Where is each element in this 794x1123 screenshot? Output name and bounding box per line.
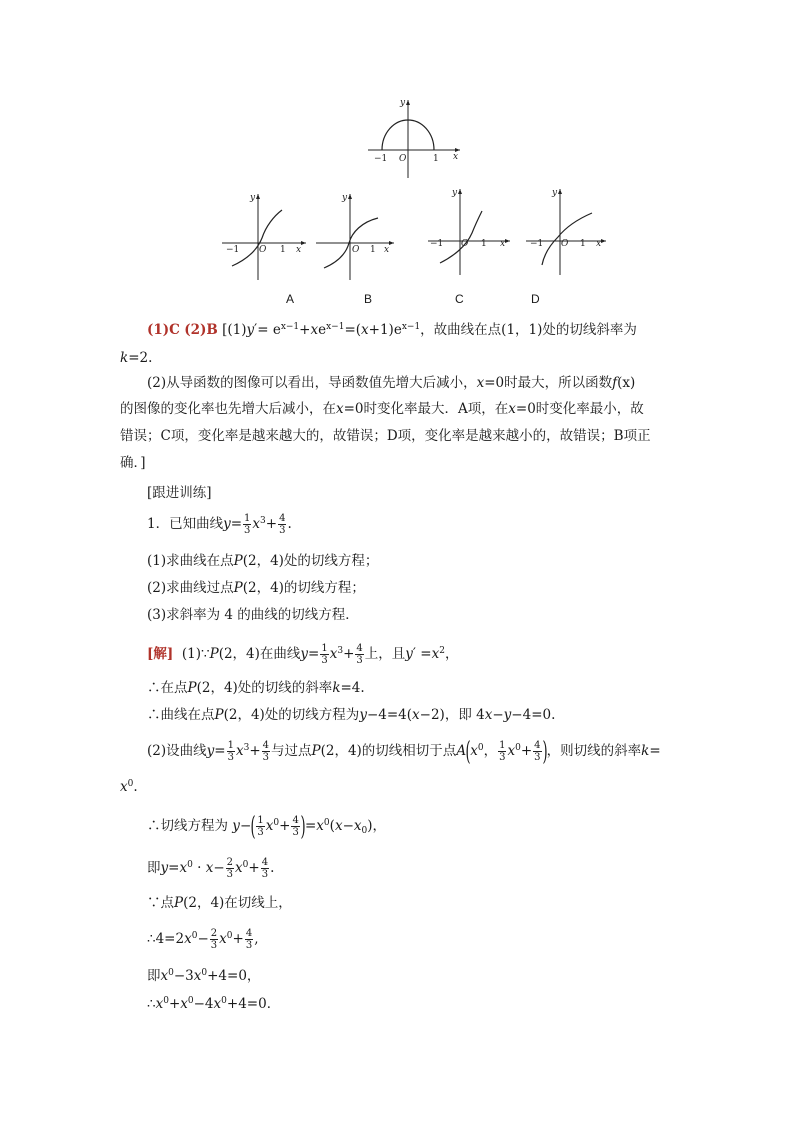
text: P (233, 553, 243, 569)
tick-neg1: −1 (226, 245, 240, 255)
text: y (503, 707, 512, 723)
text: (2，4)处的切线方程为 (223, 707, 360, 723)
denominator: 3 (279, 525, 286, 536)
x-axis-arrow (505, 239, 510, 243)
text: ∴曲线在点 (147, 707, 215, 723)
text: P (209, 646, 219, 662)
exponent: 0 (187, 860, 193, 870)
solution-line-4 (147, 736, 707, 767)
numerator: 1 (257, 815, 264, 826)
text: − (342, 818, 354, 834)
text: x (120, 779, 128, 795)
text: = (168, 860, 180, 876)
numerator: 1 (499, 740, 506, 751)
text: x (193, 968, 202, 984)
text: P (174, 895, 184, 911)
numerator: 4 (356, 643, 363, 654)
denominator: 3 (356, 655, 363, 666)
text: + (248, 860, 260, 876)
text: =4. (340, 680, 365, 696)
text: 的图像的变化率也先增大后减小，在 (120, 401, 336, 417)
text: (2，4)的切线相切于点 (320, 743, 457, 759)
text: x (235, 743, 244, 759)
text: P (214, 707, 224, 723)
text: x (213, 996, 222, 1012)
text: (2，4)在曲线 (218, 646, 301, 662)
left-paren: ( (250, 811, 256, 842)
text: x (310, 322, 319, 338)
explanation-line-3: 错误；C项，变化率是越来越大的，故错误；D项，变化率是越来越小的，故错误；B项正 (120, 428, 651, 444)
derivative-graph (360, 92, 470, 180)
curve (232, 210, 282, 266)
text: + (343, 646, 355, 662)
answer-2-label: (2)B (184, 322, 218, 338)
y-axis-arrow (348, 194, 352, 199)
exponent: x−1 (326, 322, 345, 332)
tick-1: 1 (433, 154, 439, 164)
text: +4=0， (207, 968, 261, 984)
explanation-line-2 (120, 399, 680, 419)
numerator: 2 (226, 857, 234, 868)
solution-line-7 (147, 857, 707, 880)
text: +1)e (368, 322, 402, 338)
text: . (270, 860, 275, 876)
text: x (329, 646, 338, 662)
exponent: 0 (323, 818, 330, 828)
text: − (197, 931, 209, 947)
question-1-part-2 (147, 578, 707, 598)
text: P (311, 743, 321, 759)
text: =2. (128, 350, 153, 366)
fraction (226, 857, 234, 880)
numerator: 4 (534, 740, 541, 751)
solution-line-9 (147, 928, 707, 951)
text: x (160, 968, 169, 984)
fraction (245, 928, 253, 951)
x-axis-arrow (601, 239, 606, 243)
denominator: 3 (227, 752, 234, 763)
numerator: 4 (261, 857, 269, 868)
text: (2，4)处的切线的斜率 (196, 680, 333, 696)
x-label: x (500, 239, 506, 249)
text: (x) (617, 375, 636, 391)
right-paren: ) (300, 811, 306, 842)
text: y (160, 860, 169, 876)
fraction (498, 740, 506, 763)
text: (2，4)在切线上， (183, 895, 292, 911)
text: + (232, 931, 244, 947)
text: ，则切线的斜率 (546, 743, 642, 759)
tick-neg1: −1 (530, 239, 544, 249)
text: y (223, 516, 231, 532)
text: ∵点 (147, 895, 174, 911)
denominator: 3 (210, 940, 218, 951)
y-axis-arrow (256, 194, 260, 199)
text: A (456, 743, 467, 759)
text: P (233, 580, 243, 596)
text: 即 (147, 968, 161, 984)
text: − (492, 707, 504, 723)
text: 即 (147, 860, 161, 876)
denominator: 3 (534, 752, 541, 763)
denominator: 3 (262, 752, 269, 763)
option-a-graph (218, 188, 313, 284)
text: x (361, 322, 369, 338)
text: x (508, 401, 516, 417)
text: . (287, 516, 292, 532)
text: 1．已知曲线 (147, 516, 224, 532)
exponent: 0 (515, 743, 521, 753)
exponent: 0 (127, 779, 134, 789)
text: y (232, 818, 240, 834)
text: ∴ (147, 996, 156, 1012)
denominator: 3 (499, 752, 506, 763)
text: · (197, 860, 202, 876)
y-label: y (452, 188, 458, 198)
solution-line-6 (147, 811, 707, 842)
text: + (279, 818, 291, 834)
denominator: 3 (321, 655, 328, 666)
text: ∴在点 (147, 680, 188, 696)
y-axis-arrow (558, 189, 562, 194)
origin-label: O (259, 245, 267, 255)
exponent: x−1 (280, 322, 300, 332)
numerator: 4 (279, 513, 286, 524)
denominator: 3 (226, 869, 234, 880)
text: −4=4( (366, 707, 413, 723)
text: x (470, 743, 478, 759)
tick-1: 1 (370, 245, 376, 255)
origin-label: O (352, 245, 360, 255)
text: − (213, 860, 225, 876)
x-label: x (384, 245, 390, 255)
text: = (649, 743, 661, 759)
solution-line-1 (147, 643, 707, 666)
text: x (336, 401, 344, 417)
exponent: 0 (191, 931, 198, 941)
question-1-part-1 (147, 551, 707, 571)
text: (1)求曲线在点 (147, 553, 234, 569)
numerator: 1 (244, 513, 251, 524)
explanation-line-1 (147, 373, 707, 393)
text: ，故曲线在点(1，1)处的切线斜率为 (420, 322, 637, 338)
practice-heading: [跟进训练] (147, 485, 212, 501)
x-label: x (596, 239, 602, 249)
text: ， (483, 743, 498, 759)
text: (2)设曲线 (147, 743, 207, 759)
tick-1: 1 (280, 245, 286, 255)
text: 与过点 (271, 743, 312, 759)
numerator: 2 (210, 928, 218, 939)
right-paren: ) (542, 736, 548, 767)
x-axis-arrow (389, 241, 394, 245)
text: x (507, 743, 516, 759)
text: x (476, 375, 485, 391)
fraction (256, 815, 264, 838)
text: = e (257, 322, 281, 338)
text: −4=0. (511, 707, 556, 723)
text: x (155, 996, 164, 1012)
text: x (205, 860, 214, 876)
text: y (206, 743, 215, 759)
fraction (262, 740, 270, 763)
fraction (210, 928, 218, 951)
text: x (353, 818, 362, 834)
text: (2，4)的切线方程； (242, 580, 365, 596)
text: =( (344, 322, 362, 338)
solution-line-8 (147, 893, 707, 913)
numerator: 1 (321, 643, 328, 654)
solution-line-3 (147, 705, 707, 725)
option-c-label: C (455, 292, 464, 306)
text: y (246, 322, 255, 338)
tick-neg1: −1 (430, 239, 444, 249)
option-b-label: B (364, 292, 373, 306)
answer-line-1 (147, 320, 707, 340)
origin-label: O (461, 239, 469, 249)
text: = (230, 516, 243, 532)
exponent: 3 (260, 516, 266, 526)
origin-label: O (399, 154, 407, 164)
y-label: y (342, 193, 348, 203)
fraction (291, 815, 299, 838)
exponent: 0 (273, 818, 280, 828)
text: y (405, 646, 413, 662)
y-label: y (552, 188, 558, 198)
solution-tag: [解] (147, 646, 174, 662)
text: (2)求曲线过点 (147, 580, 234, 596)
text: P (187, 680, 197, 696)
fraction (320, 643, 328, 666)
option-a-label: A (286, 292, 295, 306)
text: + (168, 996, 181, 1012)
numerator: 4 (292, 815, 299, 826)
text: −3 (173, 968, 194, 984)
x-label: x (453, 152, 459, 162)
exponent: 3 (337, 646, 344, 656)
text: x (265, 818, 274, 834)
denominator: 3 (292, 827, 299, 838)
text: ∴切线方程为 (147, 818, 228, 834)
numerator: 4 (262, 740, 269, 751)
text: = (304, 818, 317, 834)
text: x (334, 818, 343, 834)
fraction (227, 740, 235, 763)
exponent: 0 (226, 931, 233, 941)
text: x (219, 931, 227, 947)
text: − (239, 818, 252, 834)
option-d-graph (522, 183, 612, 279)
text: x (316, 818, 324, 834)
text: x (179, 860, 188, 876)
fraction (278, 513, 286, 536)
text: f (612, 375, 618, 391)
text: + (520, 743, 533, 759)
text: x (180, 996, 188, 1012)
exponent: 0 (242, 860, 249, 870)
text: +4=0． (226, 996, 281, 1012)
denominator: 3 (245, 940, 253, 951)
text: 上，且 (364, 646, 406, 662)
text: k (641, 743, 650, 759)
numerator: 4 (245, 928, 253, 939)
exponent: 2 (439, 646, 445, 656)
text: = (214, 743, 226, 759)
y-label: y (250, 193, 256, 203)
answer-1-label: (1)C (147, 322, 180, 338)
text: x (252, 516, 261, 532)
exponent: 0 (201, 968, 208, 978)
text: x (235, 860, 243, 876)
option-b-graph (312, 188, 402, 284)
exponent: 0 (168, 968, 174, 978)
text: ′ (254, 322, 258, 338)
left-paren: ( (465, 736, 471, 767)
y-axis-arrow (458, 189, 462, 194)
exponent: 0 (477, 743, 484, 753)
text: (1)∵ (181, 646, 210, 662)
text: ， (444, 646, 459, 662)
x-label: x (296, 245, 302, 255)
solution-line-11 (147, 994, 707, 1014)
text: . (133, 779, 138, 795)
text: x (484, 707, 493, 723)
subscript: 0 (361, 826, 368, 836)
text: ′ = (412, 646, 432, 662)
curve (440, 211, 482, 263)
text: y (300, 646, 309, 662)
text: e (318, 322, 327, 338)
text: + (265, 516, 278, 532)
solution-line-2 (147, 678, 707, 698)
solution-line-10 (147, 966, 707, 986)
text: −2)，即 4 (419, 707, 485, 723)
explanation-line-4: 确．] (120, 455, 146, 471)
text: ∴4=2 (147, 931, 185, 947)
question-1 (147, 513, 707, 536)
fraction (355, 643, 363, 666)
text: x (184, 931, 192, 947)
question-1-part-3: (3)求斜率为 4 的曲线的切线方程． (147, 607, 359, 623)
text: −4 (193, 996, 214, 1012)
fraction (261, 857, 269, 880)
text: [(1) (222, 322, 247, 338)
text: , (254, 931, 259, 947)
text: (2)从导函数的图像可以看出，导函数值先增大后减小， (147, 375, 477, 391)
text: k (120, 350, 129, 366)
text: x (412, 707, 420, 723)
fraction (243, 513, 251, 536)
text: + (299, 322, 311, 338)
option-c-graph (424, 183, 516, 279)
tick-neg1: −1 (374, 154, 388, 164)
text: ( (329, 818, 335, 834)
y-label: y (400, 98, 406, 108)
text: =0时变化率最大．A项，在 (343, 401, 509, 417)
text: y (359, 707, 367, 723)
exponent: 0 (187, 996, 194, 1006)
text: k (332, 680, 341, 696)
numerator: 1 (227, 740, 234, 751)
text: =0时最大，所以函数 (484, 375, 613, 391)
answer-line-2 (120, 348, 680, 368)
origin-label: O (561, 239, 569, 249)
text: x (431, 646, 440, 662)
denominator: 3 (257, 827, 264, 838)
text: )， (367, 818, 387, 834)
text: = (308, 646, 320, 662)
x-axis-arrow (301, 241, 306, 245)
exponent: 0 (221, 996, 227, 1006)
exponent: 3 (243, 743, 250, 753)
solution-line-5 (120, 777, 680, 797)
y-axis-arrow (406, 100, 410, 105)
denominator: 3 (244, 525, 251, 536)
text: =0时变化率最小，故 (515, 401, 644, 417)
text: (2，4)处的切线方程； (242, 553, 379, 569)
tick-1: 1 (580, 239, 586, 249)
exponent: x−1 (401, 322, 421, 332)
denominator: 3 (261, 869, 269, 880)
exponent: 0 (163, 996, 169, 1006)
fraction (533, 740, 541, 763)
option-d-label: D (531, 292, 540, 306)
text: + (249, 743, 261, 759)
tick-1: 1 (481, 239, 487, 249)
